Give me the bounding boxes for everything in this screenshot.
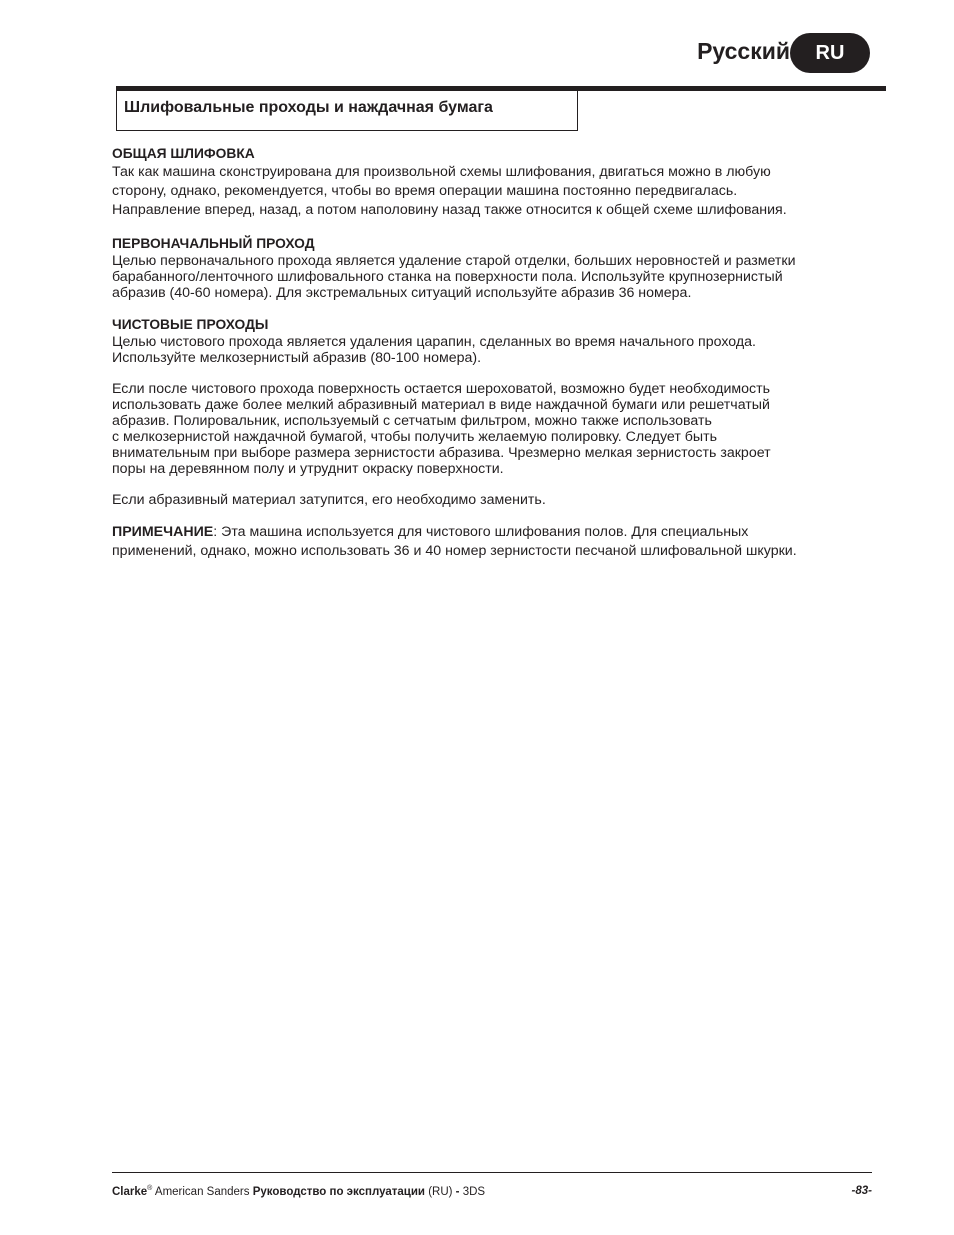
rough-line: с мелкозернистой наждачной бумагой, чтобы получить желаемую полировку. Следует быть [112,429,717,445]
main-content [112,145,882,576]
footer-company: American Sanders [152,1185,253,1198]
language-badge: RU [790,33,870,73]
footer-dash: - [455,1185,460,1198]
general-line: сторону, однако, рекомендуется, чтобы во время операции машина постоянно передвигалась. [112,183,738,199]
page-number: -83- [851,1185,872,1197]
initial-line: барабанного/ленточного шлифовального станка на поверхности пола. Используйте крупнозернистый [112,269,783,285]
initial-line: Целью первоначального прохода является удаление старой отделки, больших неровностей и разметки [112,253,796,269]
initial-pass-block [112,235,882,301]
finish-pass-block [112,316,882,366]
section-title-box [116,91,578,131]
registered-mark: ® [147,1185,153,1192]
note-text: : Эта машина используется для чистового шлифования полов. Для специальных [213,524,749,540]
general-line: Направление вперед, назад, а потом наполовину назад также относится к общей схеме шлифования. [112,202,787,218]
footer-model: 3DS [459,1185,486,1198]
rough-line: абразив. Полировальник, используемый с сетчатым фильтром, можно также использовать [112,413,712,429]
footer-lang: (RU) [425,1185,456,1198]
finish-line: Целью чистового прохода является удаления царапин, сделанных во время начального прохода. [112,334,756,350]
general-sanding-block [112,145,882,220]
rough-line: внимательным при выборе размера зернистости абразива. Чрезмерно мелкая зернистость закроет [112,445,771,461]
initial-heading: ПЕРВОНАЧАЛЬНЫЙ ПРОХОД [112,236,315,251]
note-block [112,523,882,561]
section-title: Шлифовальные проходы и наждачная бумага [124,99,493,116]
note-label: ПРИМЕЧАНИЕ [112,524,214,540]
worn-abrasive-block [112,492,882,508]
initial-line: абразив (40-60 номера). Для экстремальных ситуаций используйте абразив 36 номера. [112,285,692,301]
rough-surface-block [112,381,882,477]
general-line: Так как машина сконструирована для произвольной схемы шлифования, двигаться можно в любую [112,164,771,180]
note-line [112,523,882,542]
note-line: применений, однако, можно использовать 36 и 40 номер зернистости песчаной шлифовальной шкурки. [112,543,797,559]
footer [112,1185,872,1198]
rough-line: поры на деревянном полу и утруднит окраску поверхности. [112,461,504,477]
general-heading: ОБЩАЯ ШЛИФОВКА [112,146,255,161]
worn-line: Если абразивный материал затупится, его необходимо заменить. [112,492,546,508]
language-title: Русский [697,38,790,64]
footer-rule [112,1172,872,1173]
finish-line: Используйте мелкозернистый абразив (80-100 номера). [112,350,482,366]
rough-line: использовать даже более мелкий абразивный материал в виде наждачной бумаги или решетчатый [112,397,770,413]
rough-line: Если после чистового прохода поверхность остается шероховатой, возможно будет необходимость [112,381,771,397]
footer-brand: Clarke [112,1185,148,1198]
footer-manual: Руководство по эксплуатации [252,1185,425,1198]
finish-heading: ЧИСТОВЫЕ ПРОХОДЫ [112,317,269,332]
